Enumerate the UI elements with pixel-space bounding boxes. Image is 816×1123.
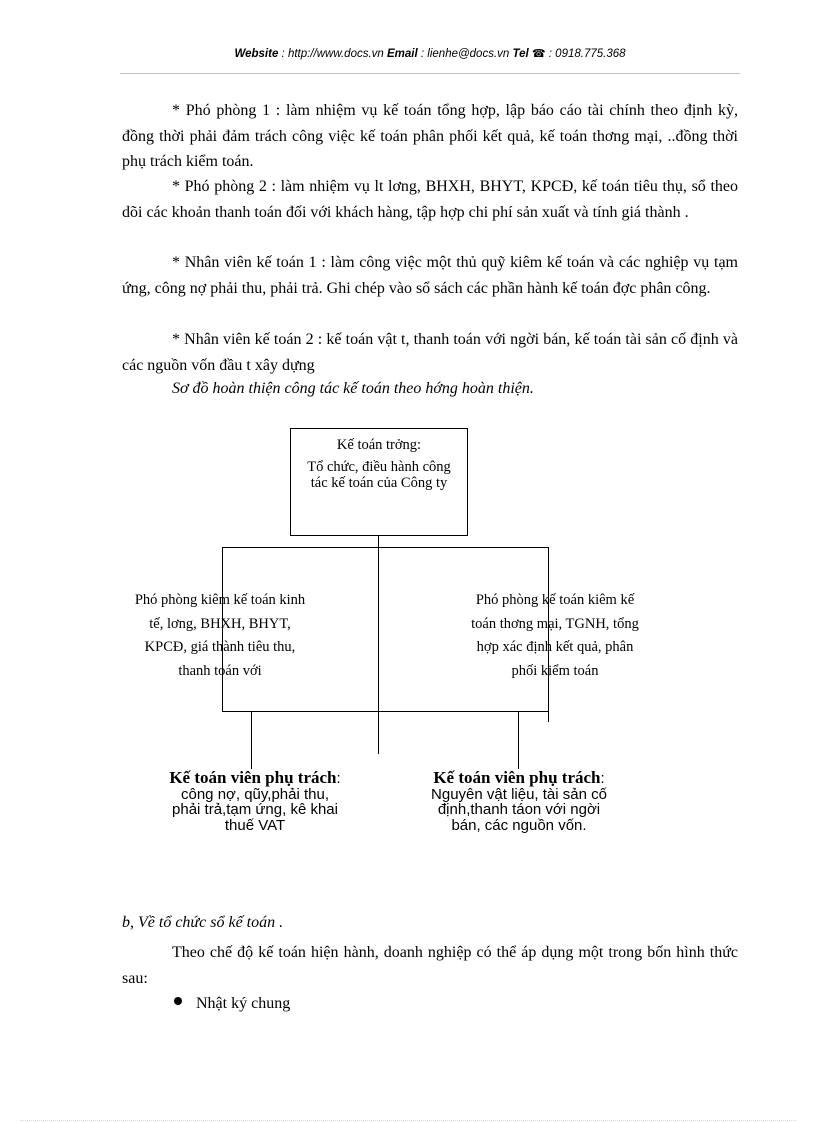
website-value[interactable]: : http://www.docs.vn: [278, 48, 388, 60]
diagram-caption: Sơ đồ hoàn thiện công tác kế toán theo hớng hoàn thiện.: [172, 380, 534, 397]
left-deputy-text: Phó phòng kiêm kế toán kinh tế, lơng, BHXH, BHYT, KPCĐ, giá thành tiêu thu, thanh toán với: [134, 592, 306, 679]
left-staff-box: [166, 770, 344, 833]
phone-icon: ☎: [531, 48, 546, 60]
tel-value: : 0918.775.368: [545, 48, 626, 60]
chief-accountant-box: [290, 428, 468, 536]
paragraph-nhan-vien-2: * Nhân viên kế toán 2 : kế toán vật t, thanh toán với ngời bán, kế toán tài sản cố định và các nguồn vốn đầu t xây dựng: [122, 331, 738, 374]
bullet-icon: [174, 997, 182, 1005]
chief-accountant-body: Tổ chức, điều hành công tác kế toán của Công ty: [307, 459, 451, 491]
connector-top-horizontal: [222, 547, 549, 548]
section-paragraph: Theo chế độ kế toán hiện hành, doanh nghiệp có thể áp dụng một trong bốn hình thức sau:: [122, 944, 738, 987]
website-label: Website: [234, 48, 279, 60]
paragraph-nhan-vien-1: * Nhân viên kế toán 1 : làm công việc một thủ quỹ kiêm kế toán và các nghiệp vụ tạm ứng, công nợ phải thu, phải trả. Ghi chép vào sổ sách các phần hành kế toán đợc phân công.: [122, 254, 738, 297]
paragraph-pho-phong-1: * Phó phòng 1 : làm nhiệm vụ kế toán tổng hợp, lập báo cáo tài chính theo định kỳ, đồng thời phải đảm trách công việc kế toán phân phối kết quả, kế toán thơng mại, ..đồng thời phụ trách kiểm toán.: [122, 102, 738, 170]
header-divider: [120, 73, 740, 74]
right-deputy-text: Phó phòng kế toán kiêm kế toán thơng mại, TGNH, tổng hợp xác định kết quả, phân phối kiểm toán: [471, 592, 639, 679]
chief-accountant-title: Kế toán trởng:: [336, 437, 422, 453]
section-title: b, Về tổ chức sổ kế toán .: [122, 914, 284, 931]
footer-divider: [20, 1120, 796, 1121]
connector-center-vertical: [378, 536, 379, 754]
bullet-item: [174, 995, 290, 1013]
email-value[interactable]: : lienhe@docs.vn: [417, 48, 513, 60]
connector-left-staff: [251, 711, 252, 769]
left-staff-title: Kế toán viên phụ trách: [169, 768, 337, 787]
bullet-text: Nhật ký chung: [196, 995, 291, 1012]
connector-right-staff: [518, 711, 519, 769]
connector-bottom-horizontal: [222, 711, 549, 712]
right-staff-box: [430, 770, 608, 833]
paragraph-pho-phong-2: * Phó phòng 2 : làm nhiệm vụ lt lơng, BHXH, BHYT, KPCĐ, kế toán tiêu thụ, sổ theo dõi các khoản thanh toán đối với khách hàng, tập hợp chi phí sản xuất và tính giá thành .: [122, 178, 738, 221]
right-staff-body: : Nguyên vật liệu, tài sản cố định,thanh táon với ngời bán, các nguồn vốn.: [431, 770, 607, 834]
right-staff-title: Kế toán viên phụ trách: [433, 768, 601, 787]
left-staff-body: : công nợ, qũy,phải thu, phải trả,tạm ứng, kê khai thuế VAT: [172, 770, 341, 834]
email-label: Email: [387, 48, 418, 60]
page-header: [120, 47, 740, 65]
tel-label: Tel: [512, 48, 529, 60]
